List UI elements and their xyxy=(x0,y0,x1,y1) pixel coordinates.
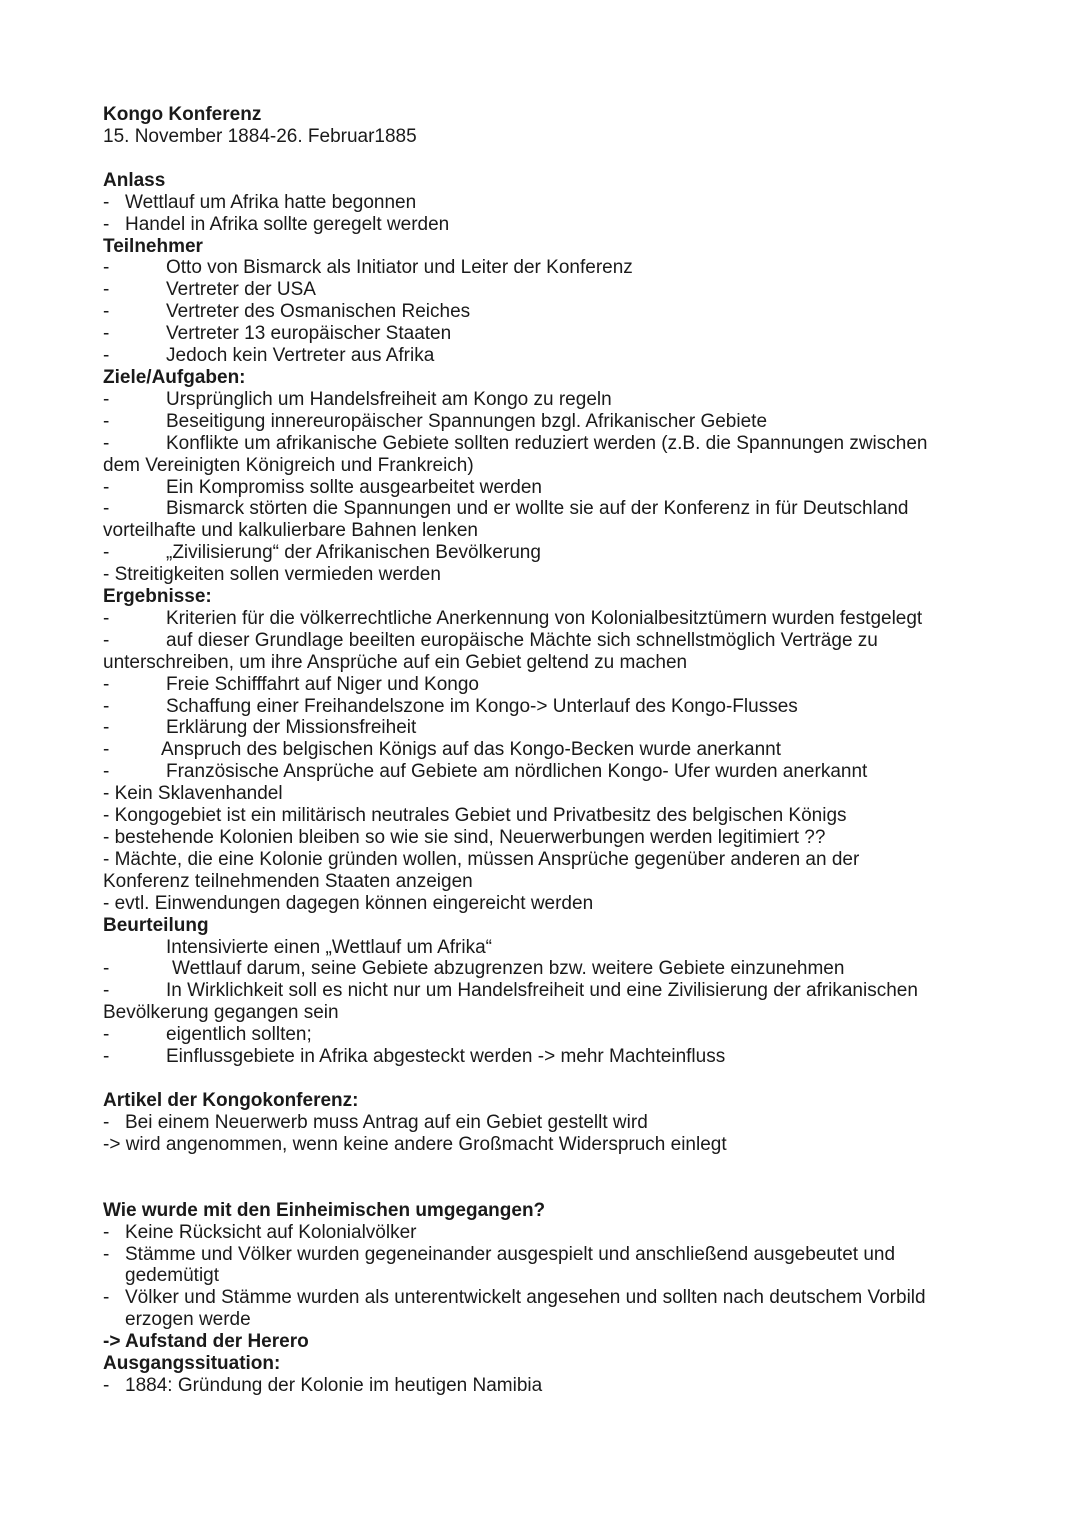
heading-aufstand: -> Aufstand der Herero xyxy=(103,1331,309,1353)
list-item: - Ursprünglich um Handelsfreiheit am Kongo zu regeln xyxy=(103,389,983,411)
list-item: - Anspruch des belgischen Königs auf das Kongo-Becken wurde anerkannt xyxy=(103,739,983,761)
list-item: - „Zivilisierung“ der Afrikanischen Bevölkerung xyxy=(103,542,983,564)
list-item: - Wettlauf um Afrika hatte begonnen xyxy=(103,192,983,214)
list-item: - Kein Sklavenhandel xyxy=(103,783,283,805)
list-item: - bestehende Kolonien bleiben so wie sie sind, Neuerwerbungen werden legitimiert ?? xyxy=(103,827,826,848)
list-item: - Mächte, die eine Kolonie gründen wollen, müssen Ansprüche gegenüber anderen an der xyxy=(103,848,860,870)
list-item-continuation: Bevölkerung gegangen sein xyxy=(103,1002,339,1024)
list-item: - Ein Kompromiss sollte ausgearbeitet werden xyxy=(103,477,983,499)
heading-teilnehmer: Teilnehmer xyxy=(103,235,203,257)
list-item-continuation: vorteilhafte und kalkulierbare Bahnen lenken xyxy=(103,520,478,542)
heading-ziele: Ziele/Aufgaben: xyxy=(103,366,246,388)
heading-artikel: Artikel der Kongokonferenz: xyxy=(103,1089,359,1111)
document-title: Kongo Konferenz xyxy=(103,104,262,125)
document-body xyxy=(103,104,983,1397)
list-item-continuation: erzogen werde xyxy=(125,1309,251,1331)
heading-ausgangssituation: Ausgangssituation: xyxy=(103,1353,281,1375)
list-item: - Handel in Afrika sollte geregelt werden xyxy=(103,214,983,236)
list-item: - 1884: Gründung der Kolonie im heutigen Namibia xyxy=(103,1375,983,1397)
list-item: - Jedoch kein Vertreter aus Afrika xyxy=(103,345,983,367)
list-item: - Erklärung der Missionsfreiheit xyxy=(103,717,983,739)
heading-ergebnisse: Ergebnisse: xyxy=(103,586,212,608)
list-item: - eigentlich sollten; xyxy=(103,1024,983,1046)
list-item: -> wird angenommen, wenn keine andere Großmacht Widerspruch einlegt xyxy=(103,1133,727,1155)
list-item-continuation: Konferenz teilnehmenden Staaten anzeigen xyxy=(103,870,473,892)
list-item: - Völker und Stämme wurden als unterentwickelt angesehen und sollten nach deutschem Vorbild xyxy=(103,1287,983,1309)
list-item: - Kriterien für die völkerrechtliche Anerkennung von Kolonialbesitztümern wurden festgelegt xyxy=(103,608,983,630)
document-date: 15. November 1884-26. Februar1885 xyxy=(103,125,417,147)
list-item: - Streitigkeiten sollen vermieden werden xyxy=(103,564,441,586)
heading-einheimische: Wie wurde mit den Einheimischen umgegangen? xyxy=(103,1199,546,1221)
list-item-continuation: dem Vereinigten Königreich und Frankreich) xyxy=(103,454,474,476)
list-item: - Otto von Bismarck als Initiator und Leiter der Konferenz xyxy=(103,257,983,279)
list-item: - Vertreter des Osmanischen Reiches xyxy=(103,301,983,323)
list-item: - Freie Schifffahrt auf Niger und Kongo xyxy=(103,674,983,696)
heading-anlass: Anlass xyxy=(103,169,166,191)
spacer xyxy=(103,1068,983,1090)
spacer xyxy=(103,148,983,170)
list-item: - Französische Ansprüche auf Gebiete am nördlichen Kongo- Ufer wurden anerkannt xyxy=(103,761,983,783)
list-item: - Bismarck störten die Spannungen und er wollte sie auf der Konferenz in für Deutschland xyxy=(103,498,983,520)
list-item: - Einflussgebiete in Afrika abgesteckt werden -> mehr Machteinfluss xyxy=(103,1046,983,1068)
list-item: - Stämme und Völker wurden gegeneinander ausgespielt und anschließend ausgebeutet und xyxy=(103,1244,983,1266)
list-item: - Vertreter 13 europäischer Staaten xyxy=(103,323,983,345)
list-item: - Beseitigung innereuropäischer Spannungen bzgl. Afrikanischer Gebiete xyxy=(103,411,983,433)
list-item-continuation: gedemütigt xyxy=(125,1265,220,1287)
spacer xyxy=(103,1156,983,1200)
list-item: - Schaffung einer Freihandelszone im Kongo-> Unterlauf des Kongo-Flusses xyxy=(103,696,983,718)
list-item: - Keine Rücksicht auf Kolonialvölker xyxy=(103,1222,983,1244)
list-item: - evtl. Einwendungen dagegen können eingereicht werden xyxy=(103,892,594,914)
list-item: - Kongogebiet ist ein militärisch neutrales Gebiet und Privatbesitz des belgischen Königs xyxy=(103,805,847,827)
list-item: - Vertreter der USA xyxy=(103,279,983,301)
list-item: Intensivierte einen „Wettlauf um Afrika“ xyxy=(166,936,492,958)
list-item: - Konflikte um afrikanische Gebiete sollten reduziert werden (z.B. die Spannungen zwischen xyxy=(103,433,983,455)
list-item: - auf dieser Grundlage beeilten europäische Mächte sich schnellstmöglich Verträge zu xyxy=(103,630,983,652)
list-item: - Wettlauf darum, seine Gebiete abzugrenzen bzw. weitere Gebiete einzunehmen xyxy=(103,958,983,980)
list-item: - Bei einem Neuerwerb muss Antrag auf ein Gebiet gestellt wird xyxy=(103,1112,983,1134)
list-item: - In Wirklichkeit soll es nicht nur um Handelsfreiheit und eine Zivilisierung der afrikanischen xyxy=(103,980,983,1002)
list-item-continuation: unterschreiben, um ihre Ansprüche auf ein Gebiet geltend zu machen xyxy=(103,651,688,673)
heading-beurteilung: Beurteilung xyxy=(103,914,209,936)
